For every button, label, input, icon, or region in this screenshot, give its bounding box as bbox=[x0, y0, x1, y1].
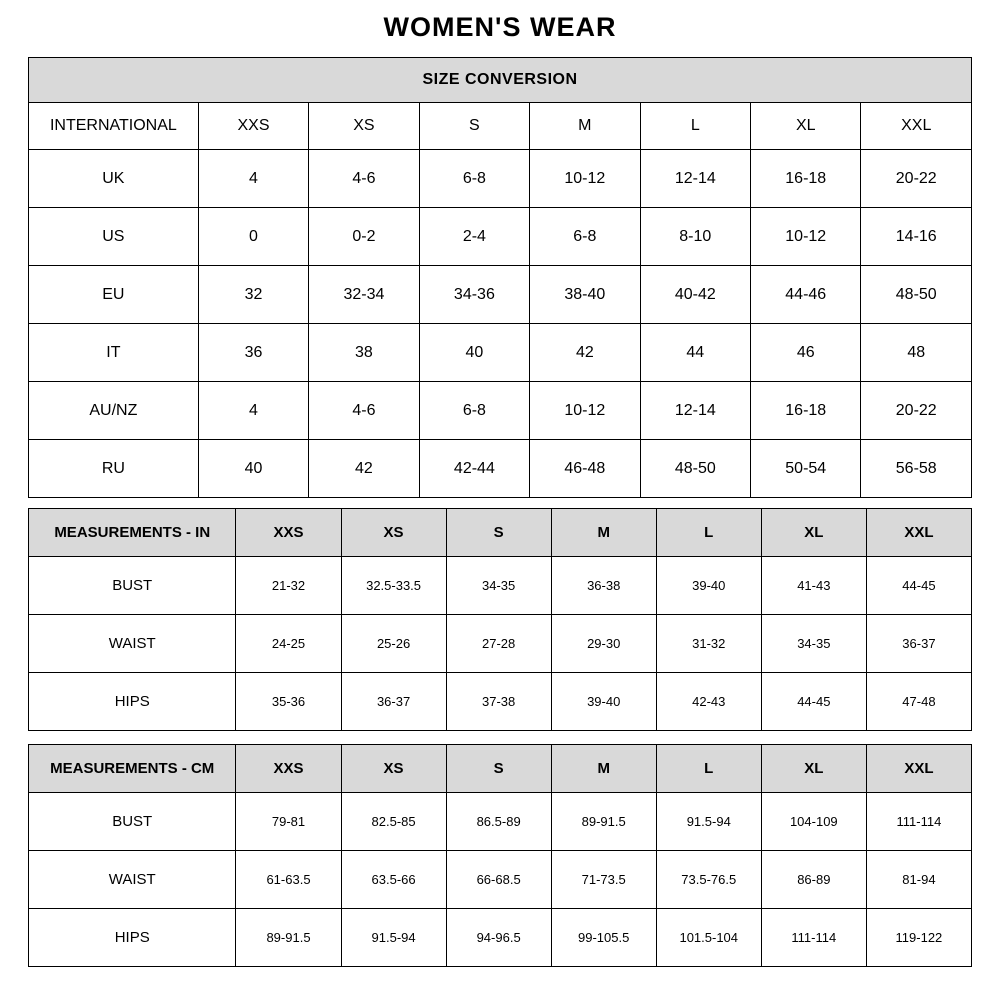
measure-cell: 89-91.5 bbox=[551, 793, 656, 851]
measure-cell: 99-105.5 bbox=[551, 909, 656, 967]
size-cell: 10-12 bbox=[530, 382, 640, 440]
size-cell: 48-50 bbox=[640, 440, 750, 498]
table-row-bust bbox=[29, 557, 972, 615]
measure-cell: 111-114 bbox=[866, 793, 971, 851]
size-cell: 10-12 bbox=[751, 208, 861, 266]
header-international: INTERNATIONAL bbox=[29, 103, 199, 150]
size-cell: 46 bbox=[751, 324, 861, 382]
measure-cell: 82.5-85 bbox=[341, 793, 446, 851]
row-label-eu: EU bbox=[29, 266, 199, 324]
table-row-us bbox=[29, 208, 972, 266]
header-size-xxs: XXS bbox=[236, 745, 341, 793]
table-row-hips bbox=[29, 909, 972, 967]
row-label-uk: UK bbox=[29, 150, 199, 208]
measure-cell: 86-89 bbox=[761, 851, 866, 909]
measure-cell: 32.5-33.5 bbox=[341, 557, 446, 615]
measure-cell: 63.5-66 bbox=[341, 851, 446, 909]
size-cell: 44-46 bbox=[751, 266, 861, 324]
header-size-xs: XS bbox=[341, 745, 446, 793]
header-size-xxs: XXS bbox=[198, 103, 308, 150]
measure-cell: 37-38 bbox=[446, 673, 551, 731]
measure-cell: 31-32 bbox=[656, 615, 761, 673]
measure-cell: 27-28 bbox=[446, 615, 551, 673]
row-label-hips: HIPS bbox=[29, 909, 236, 967]
table-row-uk bbox=[29, 150, 972, 208]
size-cell: 10-12 bbox=[530, 150, 640, 208]
size-conversion-table bbox=[28, 57, 972, 498]
size-cell: 4-6 bbox=[309, 382, 419, 440]
measure-cell: 91.5-94 bbox=[341, 909, 446, 967]
size-cell: 6-8 bbox=[530, 208, 640, 266]
size-cell: 46-48 bbox=[530, 440, 640, 498]
size-cell: 42 bbox=[309, 440, 419, 498]
size-cell: 40 bbox=[198, 440, 308, 498]
measure-cell: 119-122 bbox=[866, 909, 971, 967]
table-row-bust bbox=[29, 793, 972, 851]
header-size-xxl: XXL bbox=[866, 509, 971, 557]
page-title: WOMEN'S WEAR bbox=[383, 12, 617, 42]
size-cell: 40 bbox=[419, 324, 529, 382]
header-size-l: L bbox=[640, 103, 750, 150]
row-label-bust: BUST bbox=[29, 557, 236, 615]
measure-cell: 79-81 bbox=[236, 793, 341, 851]
header-size-s: S bbox=[446, 745, 551, 793]
header-size-l: L bbox=[656, 509, 761, 557]
table-header-row bbox=[29, 745, 972, 793]
row-label-it: IT bbox=[29, 324, 199, 382]
measure-cell: 35-36 bbox=[236, 673, 341, 731]
measurements-in-title: MEASUREMENTS - IN bbox=[29, 509, 236, 557]
size-cell: 20-22 bbox=[861, 382, 972, 440]
size-cell: 8-10 bbox=[640, 208, 750, 266]
size-conversion-title: SIZE CONVERSION bbox=[29, 58, 972, 103]
header-size-xs: XS bbox=[341, 509, 446, 557]
size-cell: 4-6 bbox=[309, 150, 419, 208]
measure-cell: 44-45 bbox=[866, 557, 971, 615]
size-cell: 40-42 bbox=[640, 266, 750, 324]
header-size-xl: XL bbox=[751, 103, 861, 150]
measure-cell: 81-94 bbox=[866, 851, 971, 909]
size-cell: 50-54 bbox=[751, 440, 861, 498]
measure-cell: 101.5-104 bbox=[656, 909, 761, 967]
size-cell: 32-34 bbox=[309, 266, 419, 324]
size-cell: 42 bbox=[530, 324, 640, 382]
row-label-bust: BUST bbox=[29, 793, 236, 851]
measure-cell: 39-40 bbox=[551, 673, 656, 731]
size-cell: 2-4 bbox=[419, 208, 529, 266]
table-row-waist bbox=[29, 851, 972, 909]
measure-cell: 111-114 bbox=[761, 909, 866, 967]
size-cell: 38 bbox=[309, 324, 419, 382]
size-cell: 4 bbox=[198, 150, 308, 208]
table-header-row bbox=[29, 509, 972, 557]
row-label-waist: WAIST bbox=[29, 851, 236, 909]
measure-cell: 21-32 bbox=[236, 557, 341, 615]
header-size-s: S bbox=[419, 103, 529, 150]
measure-cell: 29-30 bbox=[551, 615, 656, 673]
size-cell: 42-44 bbox=[419, 440, 529, 498]
table-row-aunz bbox=[29, 382, 972, 440]
measure-cell: 71-73.5 bbox=[551, 851, 656, 909]
header-size-m: M bbox=[530, 103, 640, 150]
size-cell: 44 bbox=[640, 324, 750, 382]
table-band-row bbox=[29, 58, 972, 103]
size-cell: 12-14 bbox=[640, 150, 750, 208]
measure-cell: 94-96.5 bbox=[446, 909, 551, 967]
table-row-hips bbox=[29, 673, 972, 731]
row-label-waist: WAIST bbox=[29, 615, 236, 673]
measure-cell: 39-40 bbox=[656, 557, 761, 615]
measure-cell: 24-25 bbox=[236, 615, 341, 673]
measure-cell: 44-45 bbox=[761, 673, 866, 731]
measure-cell: 41-43 bbox=[761, 557, 866, 615]
measurements-cm-table bbox=[28, 744, 972, 967]
row-label-hips: HIPS bbox=[29, 673, 236, 731]
measure-cell: 34-35 bbox=[446, 557, 551, 615]
header-size-m: M bbox=[551, 745, 656, 793]
size-cell: 14-16 bbox=[861, 208, 972, 266]
size-cell: 38-40 bbox=[530, 266, 640, 324]
header-size-xl: XL bbox=[761, 509, 866, 557]
table-row-waist bbox=[29, 615, 972, 673]
measure-cell: 61-63.5 bbox=[236, 851, 341, 909]
row-label-ru: RU bbox=[29, 440, 199, 498]
header-size-xs: XS bbox=[309, 103, 419, 150]
measure-cell: 104-109 bbox=[761, 793, 866, 851]
measure-cell: 89-91.5 bbox=[236, 909, 341, 967]
measure-cell: 34-35 bbox=[761, 615, 866, 673]
size-cell: 16-18 bbox=[751, 382, 861, 440]
table-header-row bbox=[29, 103, 972, 150]
header-size-m: M bbox=[551, 509, 656, 557]
size-cell: 12-14 bbox=[640, 382, 750, 440]
table-row-eu bbox=[29, 266, 972, 324]
measure-cell: 91.5-94 bbox=[656, 793, 761, 851]
row-label-us: US bbox=[29, 208, 199, 266]
header-size-xxl: XXL bbox=[866, 745, 971, 793]
measure-cell: 86.5-89 bbox=[446, 793, 551, 851]
header-size-s: S bbox=[446, 509, 551, 557]
row-label-aunz: AU/NZ bbox=[29, 382, 199, 440]
size-cell: 34-36 bbox=[419, 266, 529, 324]
measurements-cm-title: MEASUREMENTS - CM bbox=[29, 745, 236, 793]
table-row-ru bbox=[29, 440, 972, 498]
measure-cell: 36-37 bbox=[341, 673, 446, 731]
measure-cell: 73.5-76.5 bbox=[656, 851, 761, 909]
size-cell: 36 bbox=[198, 324, 308, 382]
header-size-xxl: XXL bbox=[861, 103, 972, 150]
size-cell: 20-22 bbox=[861, 150, 972, 208]
size-cell: 4 bbox=[198, 382, 308, 440]
size-cell: 56-58 bbox=[861, 440, 972, 498]
measurements-in-table bbox=[28, 508, 972, 731]
measure-cell: 66-68.5 bbox=[446, 851, 551, 909]
size-cell: 16-18 bbox=[751, 150, 861, 208]
measure-cell: 47-48 bbox=[866, 673, 971, 731]
size-cell: 48 bbox=[861, 324, 972, 382]
header-size-xxs: XXS bbox=[236, 509, 341, 557]
size-cell: 0-2 bbox=[309, 208, 419, 266]
size-cell: 6-8 bbox=[419, 382, 529, 440]
size-cell: 6-8 bbox=[419, 150, 529, 208]
size-cell: 0 bbox=[198, 208, 308, 266]
header-size-l: L bbox=[656, 745, 761, 793]
measure-cell: 25-26 bbox=[341, 615, 446, 673]
table-row-it bbox=[29, 324, 972, 382]
measure-cell: 36-37 bbox=[866, 615, 971, 673]
size-cell: 48-50 bbox=[861, 266, 972, 324]
size-cell: 32 bbox=[198, 266, 308, 324]
measure-cell: 36-38 bbox=[551, 557, 656, 615]
measure-cell: 42-43 bbox=[656, 673, 761, 731]
header-size-xl: XL bbox=[761, 745, 866, 793]
